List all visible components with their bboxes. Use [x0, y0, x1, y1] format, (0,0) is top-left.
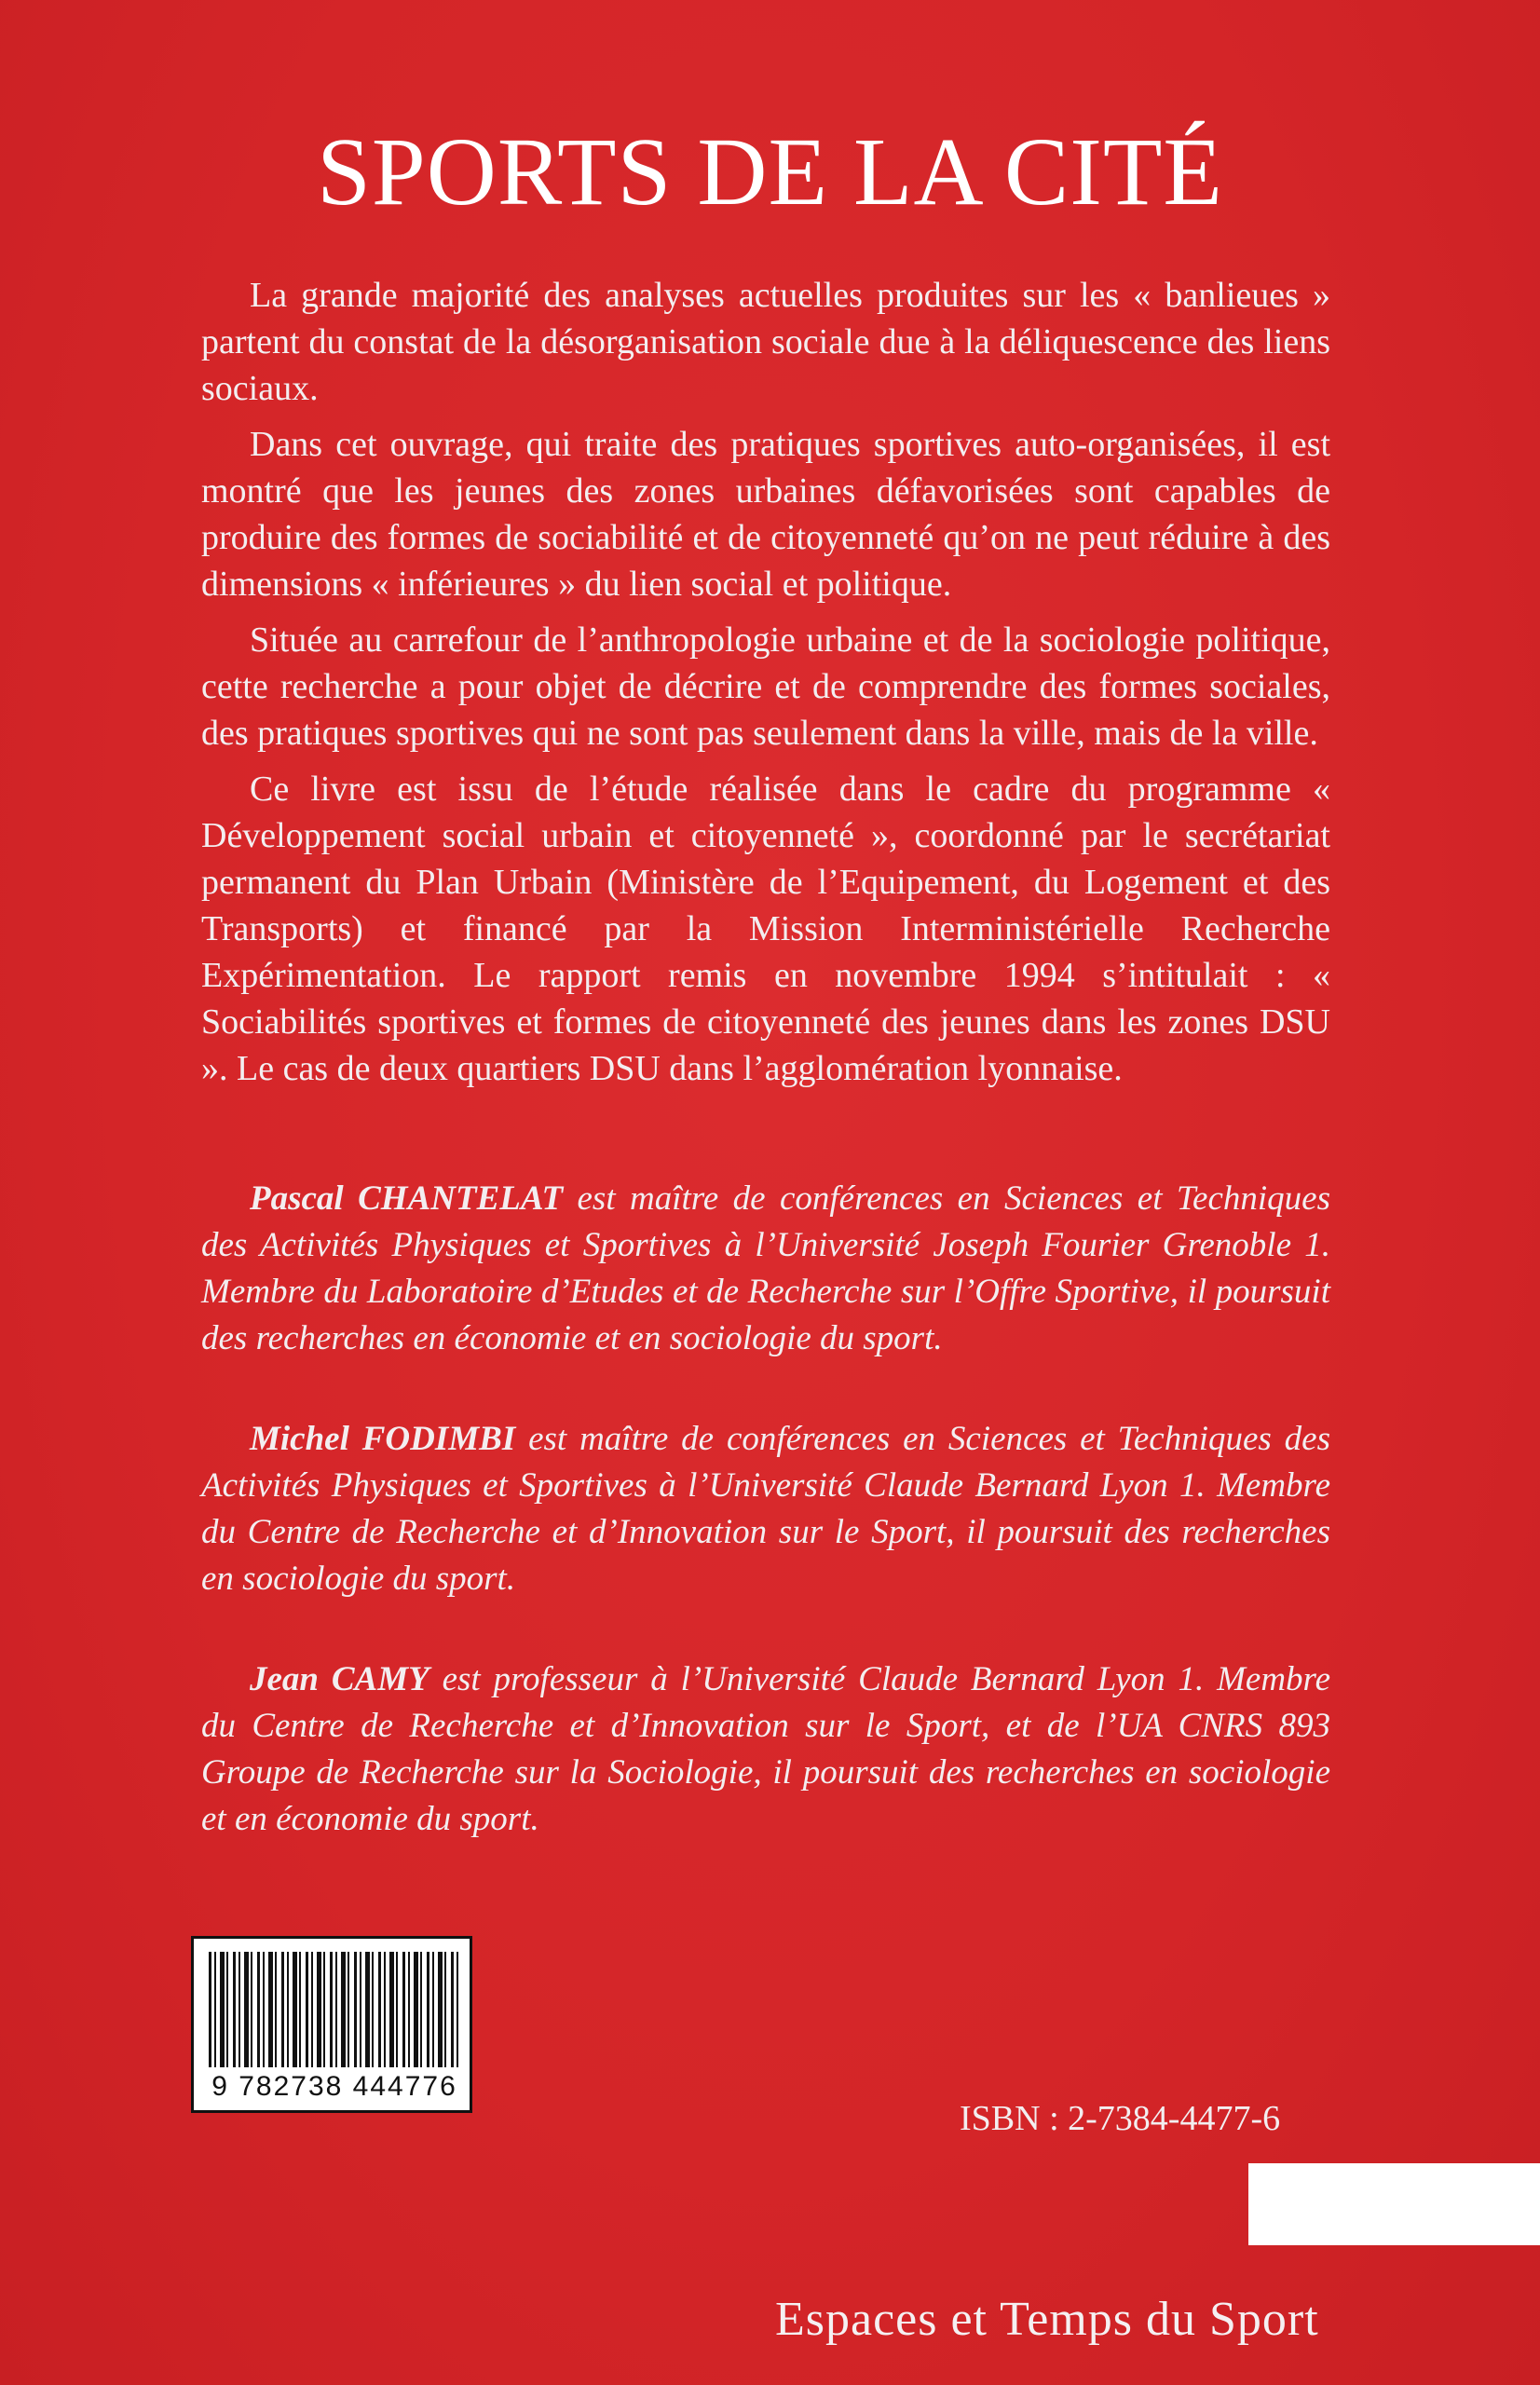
- author-bio: [201, 1176, 1330, 1362]
- barcode-digits: 9 782738 444776: [211, 2071, 457, 2102]
- isbn-label: ISBN : 2-7384-4477-6: [960, 2099, 1281, 2138]
- barcode-bars: [209, 1952, 462, 2067]
- summary-paragraph: La grande majorité des analyses actuelles produites sur les « banlieues » partent du constat de la désorganisation sociale due à la déliquescence des liens sociaux.: [201, 276, 1330, 408]
- author-description: est maître de conférences en Sciences et Techniques des Activités Physiques et Sportives à l’Université Joseph Fourier Grenoble 1. Membre du Laboratoire d’Etudes et de Recherche sur l’Offre Sportive, il poursuit des recherches en économie et en sociologie du sport.: [201, 1179, 1331, 1357]
- summary-paragraph: Ce livre est issu de l’étude réalisée dans le cadre du programme « Développement social urbain et citoyenneté », coordonné par le secrétariat permanent du Plan Urbain (Ministère de l’Equipement, du Logement et des Transports) et financé par la Mission Interministérielle Recherche Expérimentation. Le rapport remis en novembre 1994 s’intitulait : « Sociabilités sportives et formes de citoyenneté des jeunes dans les zones DSU ». Le cas de deux quartiers DSU dans l’agglomération lyonnaise.: [201, 770, 1330, 1088]
- summary-paragraph: Située au carrefour de l’anthropologie urbaine et de la sociologie politique, cette recherche a pour objet de décrire et de comprendre des formes sociales, des pratiques sportives qui ne sont pas seulement dans la ville, mais de la ville.: [201, 620, 1330, 753]
- barcode: [191, 1936, 472, 2113]
- author-bio: [201, 1416, 1330, 1602]
- author-name: Jean CAMY: [250, 1660, 429, 1698]
- price-sticker-area: [1248, 2163, 1540, 2245]
- author-bios: [201, 1176, 1330, 1897]
- author-bio: [201, 1656, 1330, 1843]
- author-description: est professeur à l’Université Claude Bernard Lyon 1. Membre du Centre de Recherche et d’Innovation sur le Sport, et de l’UA CNRS 893 Groupe de Recherche sur la Sociologie, il poursuit des recherches en sociologie et en économie du sport.: [201, 1660, 1330, 1838]
- author-name: Michel FODIMBI: [250, 1420, 516, 1458]
- author-name: Pascal CHANTELAT: [250, 1179, 564, 1218]
- summary-paragraph: Dans cet ouvrage, qui traite des pratiques sportives auto-organisées, il est montré que les jeunes des zones urbaines défavorisées sont capables de produire des formes de sociabilité et de citoyenneté qu’on ne peut réduire à des dimensions « inférieures » du lien social et politique.: [201, 425, 1330, 604]
- book-summary: [201, 272, 1330, 1101]
- author-description: est maître de conférences en Sciences et Techniques des Activités Physiques et Sportives à l’Université Claude Bernard Lyon 1. Membre du Centre de Recherche et d’Innovation sur le Sport, il poursuit des recherches en sociologie du sport.: [201, 1420, 1330, 1598]
- book-title: SPORTS DE LA CITÉ: [317, 118, 1223, 225]
- series-name: Espaces et Temps du Sport: [775, 2293, 1319, 2346]
